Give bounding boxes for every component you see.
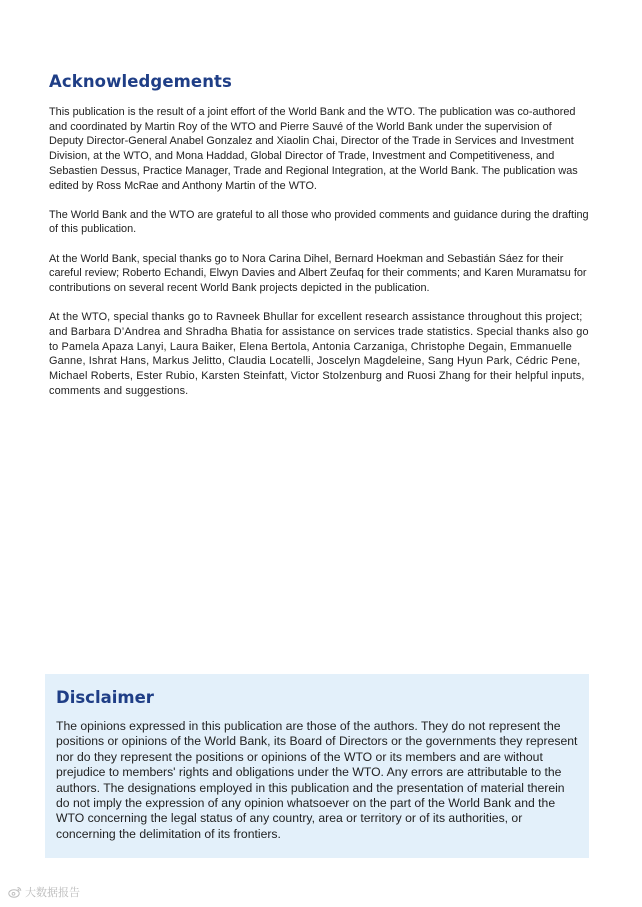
disclaimer-title: Disclaimer xyxy=(56,688,154,707)
acknowledgements-title: Acknowledgements xyxy=(49,72,232,91)
acknowledgements-section xyxy=(49,72,589,413)
acknowledgements-paragraph: At the World Bank, special thanks go to Nora Carina Dihel, Bernard Hoekman and Sebastián Sáez for their careful review; Roberto Echandi, Elwyn Davies and Albert Zeufaq for their comments; and Karen Muramatsu for contributions on several recent World Bank projects depicted in the publication. xyxy=(49,252,587,295)
disclaimer-text: The opinions expressed in this publication are those of the authors. They do not represent the positions or opinions of the World Bank, its Board of Directors or the governments they represent nor do they represent the positions or opinions of the WTO or its members and are without prejudice to members' rights and obligations under the WTO. Any errors are attributable to the authors. The designations employed in this publication and the presentation of material therein do not imply the expression of any opinion whatsoever on the part of the World Bank and the WTO concerning the legal status of any country, area or territory or of its authorities, or concerning the delimitation of its frontiers. xyxy=(56,719,578,841)
weibo-icon xyxy=(8,886,22,898)
acknowledgements-paragraph: At the WTO, special thanks go to Ravneek Bhullar for excellent research assistance throughout this project; and Barbara D’Andrea and Shradha Bhatia for assistance on services trade statistics. Special thanks also go to Pamela Apaza Lanyi, Laura Baiker, Elena Bertola, Antonia Carzaniga, Christophe Degain, Emmanuelle Ganne, Ishrat Hans, Markus Jelitto, Claudia Locatelli, Joscelyn Magdeleine, Sang Hyun Park, Cédric Pene, Michael Roberts, Ester Rubio, Karsten Steinfatt, Victor Stolzenburg and Ruosi Zhang for their helpful inputs, comments and suggestions. xyxy=(49,311,589,397)
disclaimer-box xyxy=(45,674,589,858)
watermark xyxy=(8,884,80,900)
acknowledgements-paragraph: The World Bank and the WTO are grateful to all those who provided comments and guidance during the drafting of this publication. xyxy=(49,208,589,236)
acknowledgements-paragraph: This publication is the result of a joint effort of the World Bank and the WTO. The publication was co-authored and coordinated by Martin Roy of the WTO and Pierre Sauvé of the World Bank under the supervision of Deputy Director-General Anabel Gonzalez and Xiaolin Chai, Director of the Trade in Services and Investment Division, at the WTO, and Mona Haddad, Global Director of Trade, Investment and Competitiveness, and Sebastien Dessus, Practice Manager, Trade and Regional Integration, at the World Bank. The publication was edited by Ross McRae and Anthony Martin of the WTO. xyxy=(49,106,578,192)
watermark-text: 大数据报告 xyxy=(25,887,80,899)
